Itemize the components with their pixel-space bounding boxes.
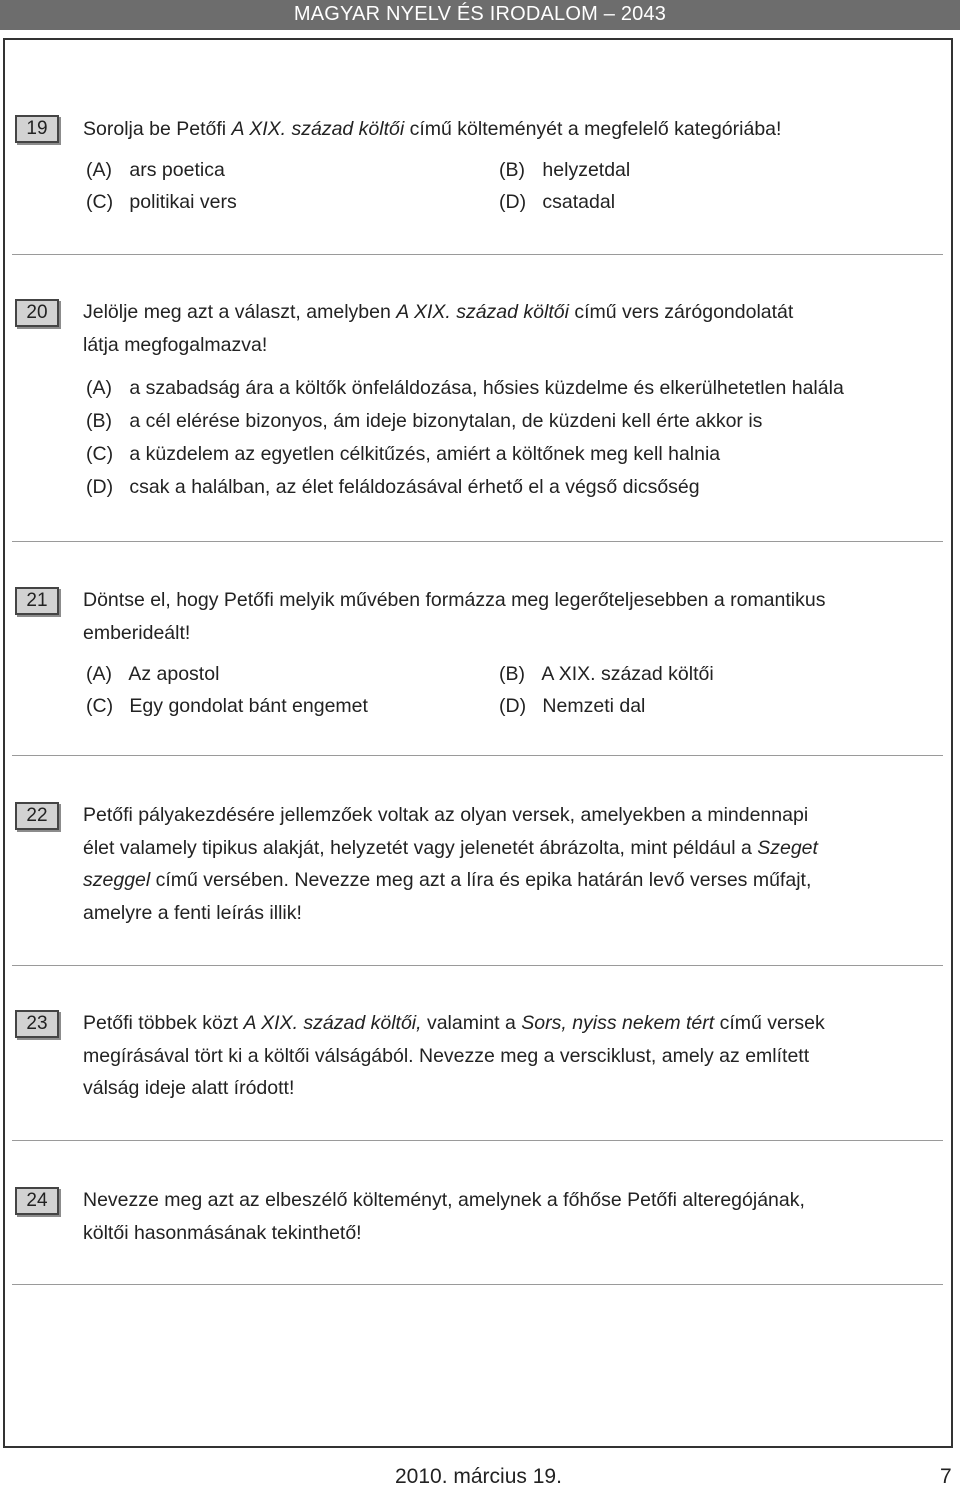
question-number-24: 24	[15, 1187, 59, 1215]
option-20-c: (C) a küzdelem az egyetlen célkitűzés, amiért a költőnek meg kell halnia	[86, 443, 721, 465]
question-number-23: 23	[15, 1010, 59, 1038]
question-number-21: 21	[15, 587, 59, 615]
option-19-d: (D) csatadal	[499, 191, 616, 213]
option-19-c: (C) politikai vers	[86, 191, 237, 213]
option-21-d: (D) Nemzeti dal	[499, 695, 646, 717]
option-19-a: (A) ars poetica	[86, 159, 225, 181]
page-header: MAGYAR NYELV ÉS IRODALOM – 2043	[0, 0, 960, 30]
option-21-b: (B) A XIX. század költői	[499, 663, 714, 685]
option-20-b: (B) a cél elérése bizonyos, ám ideje bizonytalan, de küzdeni kell érte akkor is	[86, 410, 763, 432]
option-21-c: (C) Egy gondolat bánt engemet	[86, 695, 368, 717]
separator	[12, 1140, 943, 1141]
separator	[12, 1284, 943, 1285]
option-21-a: (A) Az apostol	[86, 663, 220, 685]
question-number-22: 22	[15, 802, 59, 830]
option-20-d: (D) csak a halálban, az élet feláldozásával érhető el a végső dicsőség	[86, 476, 700, 498]
page-number: 7	[940, 1465, 952, 1488]
question-23-prompt: Petőfi többek közt A XIX. század költői, valamint a Sors, nyiss nekem tért című versek megírásával tört ki a költői válságából. Nevezze meg a versciklust, amely az említett válság ideje alatt íródott!	[83, 1012, 825, 1099]
separator	[12, 965, 943, 966]
footer-date: 2010. március 19.	[395, 1465, 562, 1488]
question-24-prompt: Nevezze meg azt az elbeszélő költeményt, amelynek a főhőse Petőfi alteregójának, költői hasonmásának tekinthető!	[83, 1189, 805, 1244]
option-19-b: (B) helyzetdal	[499, 159, 631, 181]
separator	[12, 254, 943, 255]
separator	[12, 755, 943, 756]
question-20-prompt: Jelölje meg azt a választ, amelyben A XIX. század költői című vers zárógondolatát látja megfogalmazva!	[83, 301, 794, 356]
question-number-19: 19	[15, 115, 59, 143]
question-22-prompt: Petőfi pályakezdésére jellemzőek voltak az olyan versek, amelyekben a mindennapi élet valamely tipikus alakját, helyzetét vagy jelenetét ábrázolta, mint például a Szeget szeggel című versében. Nevezze meg azt a líra és epika határán levő verses műfajt, amelyre a fenti leírás illik!	[83, 804, 818, 924]
question-21-prompt: Döntse el, hogy Petőfi melyik művében formázza meg legerőteljesebben a romantikus emberideált!	[83, 589, 826, 644]
separator	[12, 541, 943, 542]
question-number-20: 20	[15, 299, 59, 327]
question-19-prompt: Sorolja be Petőfi A XIX. század költői című költeményét a megfelelő kategóriába!	[83, 118, 782, 140]
option-20-a: (A) a szabadság ára a költők önfeláldozása, hősies küzdelme és elkerülhetetlen halála	[86, 377, 844, 399]
